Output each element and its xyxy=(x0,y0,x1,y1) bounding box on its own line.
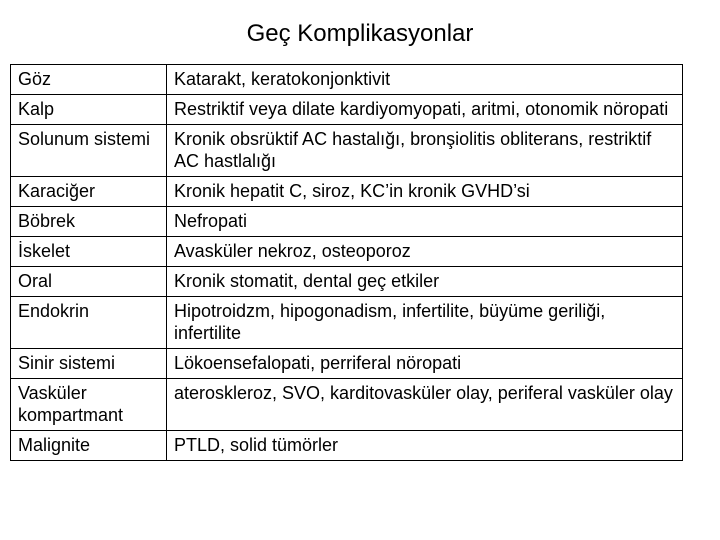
organ-cell: Malignite xyxy=(11,431,167,461)
table-row xyxy=(11,267,683,297)
complications-table xyxy=(10,64,683,461)
table-row xyxy=(11,379,683,431)
organ-cell: Solunum sistemi xyxy=(11,125,167,177)
complication-cell: Kronik stomatit, dental geç etkiler xyxy=(167,267,683,297)
table-row xyxy=(11,95,683,125)
complication-cell: Kronik obsrüktif AC hastalığı, bronşiolitis obliterans, restriktif AC hastlalığı xyxy=(167,125,683,177)
table-row xyxy=(11,237,683,267)
organ-cell: Oral xyxy=(11,267,167,297)
table-row xyxy=(11,65,683,95)
organ-cell: Göz xyxy=(11,65,167,95)
table-row xyxy=(11,431,683,461)
table-row xyxy=(11,349,683,379)
complication-cell: Hipotroidzm, hipogonadism, infertilite, büyüme geriliği, infertilite xyxy=(167,297,683,349)
complication-cell: Kronik hepatit C, siroz, KC’in kronik GVHD’si xyxy=(167,177,683,207)
organ-cell: Vasküler kompartmant xyxy=(11,379,167,431)
complication-cell: Katarakt, keratokonjonktivit xyxy=(167,65,683,95)
organ-cell: Kalp xyxy=(11,95,167,125)
complication-cell: PTLD, solid tümörler xyxy=(167,431,683,461)
organ-cell: Endokrin xyxy=(11,297,167,349)
complication-cell: Lökoensefalopati, perriferal nöropati xyxy=(167,349,683,379)
complication-cell: ateroskleroz, SVO, karditovasküler olay, periferal vasküler olay xyxy=(167,379,683,431)
table-row xyxy=(11,207,683,237)
table-row xyxy=(11,125,683,177)
complication-cell: Avasküler nekroz, osteoporoz xyxy=(167,237,683,267)
page-title: Geç Komplikasyonlar xyxy=(246,20,474,47)
organ-cell: Böbrek xyxy=(11,207,167,237)
table-row xyxy=(11,297,683,349)
complication-cell: Restriktif veya dilate kardiyomyopati, aritmi, otonomik nöropati xyxy=(167,95,683,125)
table-row xyxy=(11,177,683,207)
complication-cell: Nefropati xyxy=(167,207,683,237)
organ-cell: Sinir sistemi xyxy=(11,349,167,379)
organ-cell: Karaciğer xyxy=(11,177,167,207)
organ-cell: İskelet xyxy=(11,237,167,267)
